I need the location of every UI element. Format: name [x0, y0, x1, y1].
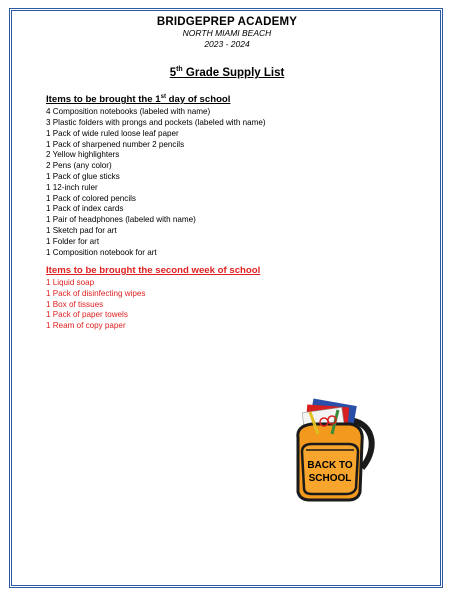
- title-ordinal: th: [176, 66, 183, 73]
- list-item: 1 Pack of index cards: [46, 204, 124, 214]
- page-title: [0, 66, 454, 79]
- second-week-heading: Items to be brought the second week of school: [46, 265, 261, 276]
- school-name: BRIDGEPREP ACADEMY: [156, 16, 298, 28]
- heading-ordinal: st: [160, 94, 166, 100]
- title-grade: 5: [169, 66, 177, 79]
- clipart-line1: BACK TO: [307, 460, 353, 471]
- list-item: 1 Liquid soap: [46, 278, 95, 287]
- first-day-section: [46, 91, 266, 258]
- second-week-list: [46, 278, 260, 332]
- list-item: 1 Pack of glue sticks: [46, 171, 120, 181]
- list-item: 1 Pack of sharpened number 2 pencils: [46, 139, 185, 149]
- heading-text-1: Items to be brought the 1: [46, 94, 161, 106]
- list-item: 1 Pack of wide ruled loose leaf paper: [46, 128, 179, 138]
- second-week-section: [46, 265, 260, 332]
- list-item: 1 Pair of headphones (labeled with name): [46, 215, 196, 225]
- first-day-heading: [46, 91, 266, 106]
- title-rest: Grade Supply List: [182, 66, 285, 79]
- list-item: 1 Sketch pad for art: [46, 225, 117, 235]
- list-item: 1 Composition notebook for art: [46, 247, 157, 257]
- heading-text-2: day of school: [165, 94, 231, 106]
- first-day-list: [46, 107, 266, 258]
- list-item: 2 Pens (any color): [46, 161, 112, 171]
- list-item: 4 Composition notebooks (labeled with name): [46, 107, 211, 117]
- school-year: 2023 - 2024: [204, 38, 250, 49]
- backpack-icon: [288, 398, 378, 502]
- list-item: 1 Box of tissues: [46, 299, 104, 309]
- list-item: 1 Pack of colored pencils: [46, 193, 136, 203]
- list-item: 3 Plastic folders with prongs and pockets (labeled with name): [46, 117, 266, 127]
- list-item: 1 Pack of disinfecting wipes: [46, 288, 146, 298]
- document-header: [0, 16, 454, 49]
- list-item: 2 Yellow highlighters: [46, 150, 120, 160]
- school-location: NORTH MIAMI BEACH: [182, 28, 272, 38]
- list-item: 1 Ream of copy paper: [46, 321, 126, 331]
- clipart-line2: SCHOOL: [308, 473, 352, 484]
- list-item: 1 Pack of paper towels: [46, 310, 128, 320]
- list-item: 1 12-inch ruler: [46, 182, 98, 192]
- list-item: 1 Folder for art: [46, 236, 100, 246]
